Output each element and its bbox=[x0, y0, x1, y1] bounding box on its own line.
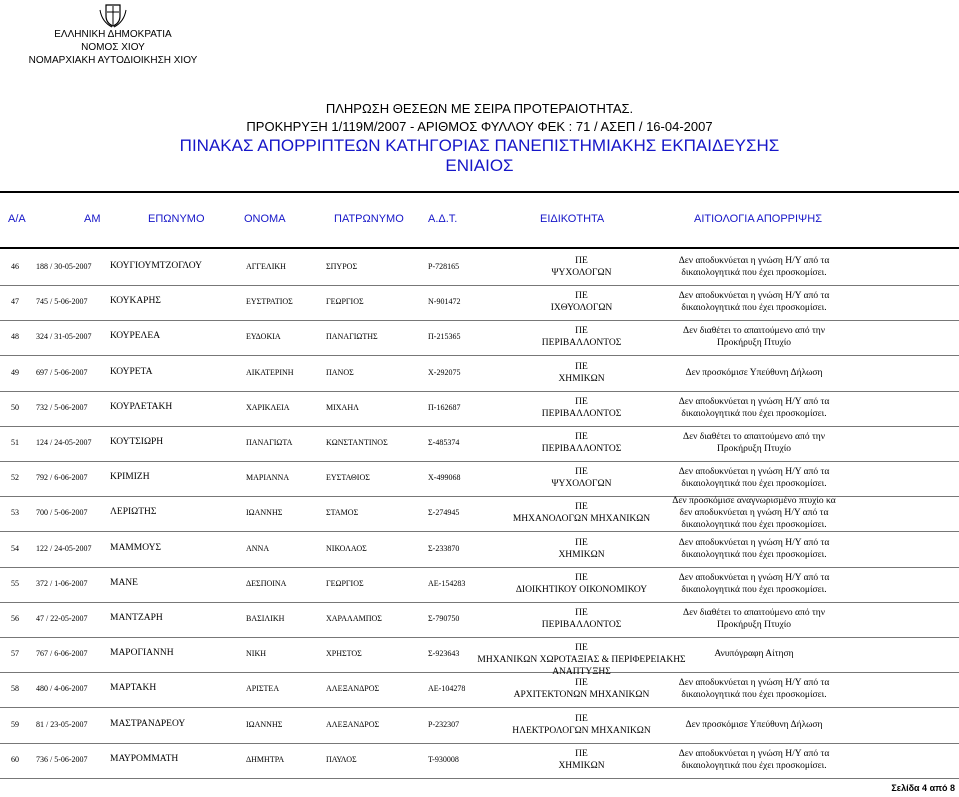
cell-reason bbox=[666, 719, 842, 731]
reason-line: Δεν αποδυκνύεται η γνώση Η/Υ από τα bbox=[678, 572, 830, 583]
cell-name: ΝΙΚΗ bbox=[246, 649, 266, 659]
reason-line: Ανυπόγραφη Αίτηση bbox=[714, 649, 794, 660]
cell-specialty bbox=[464, 748, 699, 772]
cell-reason bbox=[666, 748, 842, 772]
cell-id: Σ-923643 bbox=[428, 649, 460, 659]
reason-line: δικαιολογητικά που έχει προσκομίσει. bbox=[681, 268, 827, 278]
specialty-line: ΔΙΟΙΚΗΤΙΚΟΥ ΟΙΚΟΝΟΜΙΚΟΥ bbox=[515, 584, 648, 595]
cell-reason bbox=[666, 325, 842, 349]
specialty-line: ΠΕ bbox=[575, 643, 588, 654]
specialty-line: ΧΗΜΙΚΩΝ bbox=[558, 549, 605, 560]
reason-line: Δεν αποδυκνύεται η γνώση Η/Υ από τα bbox=[678, 467, 830, 478]
reason-line: Δεν αποδυκνύεται η γνώση Η/Υ από τα bbox=[678, 256, 830, 266]
cell-specialty bbox=[464, 396, 699, 420]
cell-aa: 56 bbox=[11, 614, 19, 623]
cell-specialty bbox=[464, 501, 699, 525]
cell-name: ΑΙΚΑΤΕΡΙΝΗ bbox=[246, 367, 294, 377]
cell-id: Π-162687 bbox=[428, 402, 461, 412]
cell-id: ΑΕ-104278 bbox=[428, 684, 466, 694]
table-row bbox=[0, 533, 959, 568]
cell-surname: ΜΑΝΤΖΑΡΗ bbox=[110, 613, 163, 623]
specialty-line: ΑΡΧΙΤΕΚΤΟΝΩΝ ΜΗΧΑΝΙΚΩΝ bbox=[513, 690, 650, 701]
page-title: ΠΙΝΑΚΑΣ ΑΠΟΡΡΙΠΤΕΩΝ ΚΑΤΗΓΟΡΙΑΣ ΠΑΝΕΠΙΣΤΗΜΙΑΚΗΣ ΕΚΠΑΙΔΕΥΣΗΣ bbox=[179, 136, 780, 155]
coat-of-arms-icon bbox=[98, 2, 128, 28]
cell-aa: 58 bbox=[11, 684, 19, 694]
cell-reason bbox=[666, 677, 842, 701]
cell-reason bbox=[666, 290, 842, 314]
specialty-line: ΠΕΡΙΒΑΛΛΟΝΤΟΣ bbox=[541, 408, 622, 419]
specialty-line: ΠΕ bbox=[575, 432, 588, 442]
specialty-line: ΠΕ bbox=[575, 572, 588, 583]
table-row bbox=[0, 603, 959, 638]
cell-surname: ΜΑΜΜΟΥΣ bbox=[110, 542, 161, 553]
cell-id: Σ-485374 bbox=[428, 438, 460, 447]
cell-am: 697 / 5-06-2007 bbox=[36, 367, 88, 377]
cell-reason bbox=[666, 607, 842, 631]
cell-surname: ΚΟΥΡΕΛΕΑ bbox=[110, 331, 161, 342]
cell-am: 122 / 24-05-2007 bbox=[36, 543, 92, 553]
cell-id: Ν-901472 bbox=[428, 297, 461, 307]
cell-am: 372 / 1-06-2007 bbox=[36, 578, 88, 588]
reason-line: δικαιολογητικά που έχει προσκομίσει. bbox=[681, 479, 827, 490]
cell-am: 745 / 5-06-2007 bbox=[36, 297, 88, 307]
table-row bbox=[0, 462, 959, 497]
cell-surname: ΚΟΥΚΑΡΗΣ bbox=[110, 296, 161, 307]
cell-am: 767 / 6-06-2007 bbox=[36, 649, 88, 659]
cell-am: 124 / 24-05-2007 bbox=[36, 438, 92, 447]
authority-line-3: ΝΟΜΑΡΧΙΑΚΗ ΑΥΤΟΔΙΟΙΚΗΣΗ ΧΙΟΥ bbox=[28, 55, 198, 66]
table-header bbox=[0, 191, 959, 249]
cell-am: 47 / 22-05-2007 bbox=[36, 614, 88, 623]
cell-name: ΠΑΝΑΓΙΩΤΑ bbox=[246, 438, 293, 447]
specialty-line: ΜΗΧΑΝΟΛΟΓΩΝ ΜΗΧΑΝΙΚΩΝ bbox=[512, 514, 651, 525]
table-row bbox=[0, 286, 959, 321]
cell-aa: 59 bbox=[11, 719, 19, 729]
specialty-line: ΠΕ bbox=[575, 396, 588, 407]
table-row bbox=[0, 251, 959, 286]
cell-father: ΜΙΧΑΗΛ bbox=[326, 402, 359, 412]
cell-father: ΚΩΝΣΤΑΝΤΙΝΟΣ bbox=[326, 438, 388, 447]
cell-father: ΠΑΝΑΓΙΩΤΗΣ bbox=[326, 332, 378, 342]
cell-am: 700 / 5-06-2007 bbox=[36, 508, 88, 518]
table-row bbox=[0, 427, 959, 462]
cell-aa: 50 bbox=[11, 402, 19, 412]
table-row bbox=[0, 321, 959, 356]
cell-name: ΑΝΝΑ bbox=[246, 543, 270, 553]
cell-aa: 52 bbox=[11, 473, 19, 483]
reason-line: δικαιολογητικά που έχει προσκομίσει. bbox=[681, 690, 827, 701]
cell-name: ΜΑΡΙΑΝΝΑ bbox=[246, 473, 290, 483]
specialty-line: ΨΥΧΟΛΟΓΩΝ bbox=[551, 268, 612, 278]
cell-specialty bbox=[464, 713, 699, 737]
reason-line: Δεν διαθέτει το απαιτούμενο από την bbox=[682, 608, 826, 618]
cell-id: Σ-233870 bbox=[428, 543, 460, 553]
reason-line: δεν αποδυκνύεται η γνώση Η/Υ από τα bbox=[679, 508, 829, 519]
specialty-line: ΙΧΘΥΟΛΟΓΩΝ bbox=[550, 303, 613, 314]
cell-specialty bbox=[464, 677, 699, 701]
specialty-line: ΗΛΕΚΤΡΟΛΟΓΩΝ ΜΗΧΑΝΙΚΩΝ bbox=[512, 725, 651, 736]
cell-id: Π-215365 bbox=[428, 332, 461, 342]
cell-name: ΔΗΜΗΤΡΑ bbox=[246, 754, 285, 764]
reason-line: Δεν διαθέτει το απαιτούμενο από την bbox=[682, 432, 826, 442]
cell-father: ΓΕΩΡΓΙΟΣ bbox=[326, 578, 364, 588]
authority-line-1: ΕΛΛΗΝΙΚΗ ΔΗΜΟΚΡΑΤΙΑ bbox=[54, 29, 172, 40]
cell-aa: 54 bbox=[11, 543, 19, 553]
cell-name: ΑΓΓΕΛΙΚΗ bbox=[246, 262, 286, 271]
cell-am: 324 / 31-05-2007 bbox=[36, 332, 92, 342]
reason-line: Δεν αποδυκνύεται η γνώση Η/Υ από τα bbox=[678, 291, 830, 302]
specialty-line: ΠΕ bbox=[575, 467, 588, 478]
cell-reason bbox=[666, 396, 842, 420]
specialty-line: ΠΕ bbox=[575, 748, 588, 759]
specialty-line: ΠΕ bbox=[575, 326, 588, 337]
cell-father: ΝΙΚΟΛΑΟΣ bbox=[326, 543, 367, 553]
reason-line: δικαιολογητικά που έχει προσκομίσει. bbox=[681, 549, 827, 560]
cell-surname: ΚΟΥΡΕΤΑ bbox=[110, 366, 153, 377]
specialty-line: ΠΕ bbox=[575, 502, 588, 513]
cell-specialty bbox=[464, 431, 699, 455]
cell-am: 736 / 5-06-2007 bbox=[36, 754, 88, 764]
cell-id: Ρ-232307 bbox=[428, 719, 460, 729]
cell-aa: 46 bbox=[11, 262, 19, 271]
specialty-line: ΜΗΧΑΝΙΚΩΝ ΧΩΡΟΤΑΞΙΑΣ & ΠΕΡΙΦΕΡΕΙΑΚΗΣ bbox=[477, 655, 686, 666]
cell-name: ΒΑΣΙΛΙΚΗ bbox=[246, 614, 285, 623]
cell-id: Σ-274945 bbox=[428, 508, 460, 518]
cell-name: ΙΩΑΝΝΗΣ bbox=[246, 719, 283, 729]
cell-aa: 53 bbox=[11, 508, 19, 518]
cell-aa: 57 bbox=[11, 649, 19, 659]
cell-father: ΠΑΥΛΟΣ bbox=[326, 754, 357, 764]
cell-surname: ΚΟΥΡΛΕΤΑΚΗ bbox=[110, 401, 173, 412]
reason-line: Δεν αποδυκνύεται η γνώση Η/Υ από τα bbox=[678, 537, 830, 548]
cell-surname: ΛΕΡΙΩΤΗΣ bbox=[110, 507, 157, 518]
col-surname: ΕΠΩΝΥΜΟ bbox=[148, 213, 205, 225]
col-name: ΟΝΟΜΑ bbox=[244, 213, 286, 225]
specialty-line: ΠΕ bbox=[575, 713, 588, 724]
cell-name: ΑΡΙΣΤΕΑ bbox=[246, 684, 280, 694]
cell-reason bbox=[666, 537, 842, 561]
cell-father: ΧΑΡΑΛΑΜΠΟΣ bbox=[326, 614, 382, 623]
cell-am: 480 / 4-06-2007 bbox=[36, 684, 88, 694]
cell-am: 732 / 5-06-2007 bbox=[36, 402, 88, 412]
cell-father: ΣΠΥΡΟΣ bbox=[326, 262, 358, 271]
cell-father: ΑΛΕΞΑΝΔΡΟΣ bbox=[326, 719, 380, 729]
table-row bbox=[0, 357, 959, 392]
specialty-line: ΠΕ bbox=[575, 537, 588, 548]
cell-father: ΕΥΣΤΑΘΙΟΣ bbox=[326, 473, 370, 483]
cell-aa: 48 bbox=[11, 332, 19, 342]
table-row bbox=[0, 638, 959, 678]
reason-line: Δεν διαθέτει το απαιτούμενο από την bbox=[682, 326, 826, 337]
reason-line: Δεν αποδυκνύεται η γνώση Η/Υ από τα bbox=[678, 748, 830, 759]
cell-id: Τ-930008 bbox=[428, 754, 459, 764]
cell-id: Σ-790750 bbox=[428, 614, 460, 623]
cell-aa: 55 bbox=[11, 578, 19, 588]
title-line-1: ΠΛΗΡΩΣΗ ΘΕΣΕΩΝ ΜΕ ΣΕΙΡΑ ΠΡΟΤΕΡΑΙΟΤΗΤΑΣ. bbox=[325, 101, 634, 116]
specialty-line: ΧΗΜΙΚΩΝ bbox=[558, 760, 605, 771]
cell-reason bbox=[666, 572, 842, 596]
cell-id: Χ-499068 bbox=[428, 473, 461, 483]
table-row bbox=[0, 497, 959, 532]
reason-line: Προκήρυξη Πτυχίο bbox=[716, 444, 792, 454]
col-reason: ΑΙΤΙΟΛΟΓΙΑ ΑΠΟΡΡΙΨΗΣ bbox=[694, 213, 822, 225]
cell-surname: ΜΑΝΕ bbox=[110, 577, 138, 588]
cell-surname: ΜΑΡΤΑΚΗ bbox=[110, 683, 157, 694]
cell-name: ΙΩΑΝΝΗΣ bbox=[246, 508, 283, 518]
reason-line: δικαιολογητικά που έχει προσκομίσει. bbox=[681, 303, 827, 314]
cell-name: ΧΑΡΙΚΛΕΙΑ bbox=[246, 402, 290, 412]
specialty-line: ΠΕΡΙΒΑΛΛΟΝΤΟΣ bbox=[541, 620, 622, 630]
cell-reason bbox=[666, 495, 842, 531]
col-specialty: ΕΙΔΙΚΟΤΗΤΑ bbox=[540, 213, 605, 225]
cell-name: ΕΥΔΟΚΙΑ bbox=[246, 332, 281, 342]
col-father: ΠΑΤΡΩΝΥΜΟ bbox=[334, 213, 404, 225]
specialty-line: ΨΥΧΟΛΟΓΩΝ bbox=[551, 479, 612, 490]
cell-surname: ΚΟΥΓΙΟΥΜΤΖΟΓΛΟΥ bbox=[110, 261, 203, 271]
reason-line: δικαιολογητικά που έχει προσκομίσει. bbox=[681, 408, 827, 419]
cell-name: ΔΕΣΠΟΙΝΑ bbox=[246, 578, 287, 588]
cell-surname: ΚΡΙΜΙΖΗ bbox=[110, 472, 150, 483]
title-line-4: ΕΝΙΑΙΟΣ bbox=[445, 156, 514, 175]
cell-father: ΑΛΕΞΑΝΔΡΟΣ bbox=[326, 684, 380, 694]
cell-father: ΓΕΩΡΓΙΟΣ bbox=[326, 297, 364, 307]
cell-specialty bbox=[464, 607, 699, 631]
reason-line: δικαιολογητικά που έχει προσκομίσει. bbox=[681, 520, 827, 531]
specialty-line: ΧΗΜΙΚΩΝ bbox=[558, 373, 605, 384]
col-aa: Α/Α bbox=[8, 213, 26, 225]
specialty-line: ΠΕ bbox=[575, 608, 588, 618]
cell-specialty bbox=[464, 466, 699, 490]
cell-id: Χ-292075 bbox=[428, 367, 461, 377]
cell-surname: ΜΑΡΟΓΙΑΝΝΗ bbox=[110, 648, 174, 659]
cell-surname: ΜΑΥΡΟΜΜΑΤΗ bbox=[110, 753, 179, 764]
reason-line: Προκήρυξη Πτυχίο bbox=[716, 338, 792, 349]
cell-am: 81 / 23-05-2007 bbox=[36, 719, 88, 729]
cell-surname: ΚΟΥΤΣΙΩΡΗ bbox=[110, 437, 164, 447]
cell-specialty bbox=[464, 572, 699, 596]
cell-aa: 49 bbox=[11, 367, 19, 377]
specialty-line: ΠΕ bbox=[575, 361, 588, 372]
cell-specialty bbox=[464, 255, 699, 279]
table-row bbox=[0, 744, 959, 779]
cell-aa: 47 bbox=[11, 297, 19, 307]
cell-aa: 51 bbox=[11, 438, 19, 447]
cell-aa: 60 bbox=[11, 754, 19, 764]
cell-reason bbox=[666, 255, 842, 279]
specialty-line: ΠΕΡΙΒΑΛΛΟΝΤΟΣ bbox=[541, 444, 622, 454]
reason-line: Δεν προσκόμισε Υπεύθυνη Δήλωση bbox=[685, 719, 823, 730]
reason-line: Προκήρυξη Πτυχίο bbox=[716, 620, 792, 630]
cell-id: Ρ-728165 bbox=[428, 262, 460, 271]
cell-reason bbox=[666, 466, 842, 490]
specialty-line: ΠΕΡΙΒΑΛΛΟΝΤΟΣ bbox=[541, 338, 622, 349]
cell-father: ΠΑΝΟΣ bbox=[326, 367, 354, 377]
reason-line: Δεν προσκόμισε Υπεύθυνη Δήλωση bbox=[685, 367, 823, 378]
cell-specialty bbox=[464, 537, 699, 561]
reason-line: δικαιολογητικά που έχει προσκομίσει. bbox=[681, 760, 827, 771]
cell-id: ΑΕ-154283 bbox=[428, 578, 466, 588]
cell-specialty bbox=[464, 361, 699, 385]
cell-am: 188 / 30-05-2007 bbox=[36, 262, 92, 271]
reason-line: Δεν αποδυκνύεται η γνώση Η/Υ από τα bbox=[678, 396, 830, 407]
cell-surname: ΜΑΣΤΡΑΝΔΡΕΟΥ bbox=[110, 718, 186, 729]
reason-line: Δεν αποδυκνύεται η γνώση Η/Υ από τα bbox=[678, 678, 830, 689]
specialty-line: ΠΕ bbox=[575, 678, 588, 689]
cell-name: ΕΥΣΤΡΑΤΙΟΣ bbox=[246, 297, 293, 307]
cell-reason bbox=[666, 431, 842, 455]
cell-specialty bbox=[464, 325, 699, 349]
col-id: Α.Δ.Τ. bbox=[428, 213, 458, 225]
cell-reason bbox=[666, 648, 842, 660]
reason-line: δικαιολογητικά που έχει προσκομίσει. bbox=[681, 584, 827, 595]
col-am: ΑΜ bbox=[84, 213, 101, 225]
specialty-line: ΠΕ bbox=[575, 256, 588, 266]
cell-am: 792 / 6-06-2007 bbox=[36, 473, 88, 483]
reason-line: Δεν προσκόμισε αναγνωρισμένο πτυχίο κα bbox=[672, 496, 836, 507]
specialty-line: ΑΝΑΠΤΥΞΗΣ bbox=[552, 667, 611, 678]
table-row bbox=[0, 568, 959, 603]
authority-line-2: ΝΟΜΟΣ ΧΙΟΥ bbox=[81, 42, 145, 53]
page-number: Σελίδα 4 από 8 bbox=[891, 783, 955, 793]
table-row bbox=[0, 673, 959, 708]
table-row bbox=[0, 392, 959, 427]
cell-reason bbox=[666, 367, 842, 379]
table-row bbox=[0, 709, 959, 744]
cell-father: ΧΡΗΣΤΟΣ bbox=[326, 649, 362, 659]
cell-father: ΣΤΑΜΟΣ bbox=[326, 508, 359, 518]
title-line-2: ΠΡΟΚΗΡΥΞΗ 1/119Μ/2007 - ΑΡΙΘΜΟΣ ΦΥΛΛΟΥ ΦΕΚ : 71 / ΑΣΕΠ / 16-04-2007 bbox=[246, 119, 713, 134]
specialty-line: ΠΕ bbox=[575, 291, 588, 302]
cell-specialty bbox=[464, 290, 699, 314]
